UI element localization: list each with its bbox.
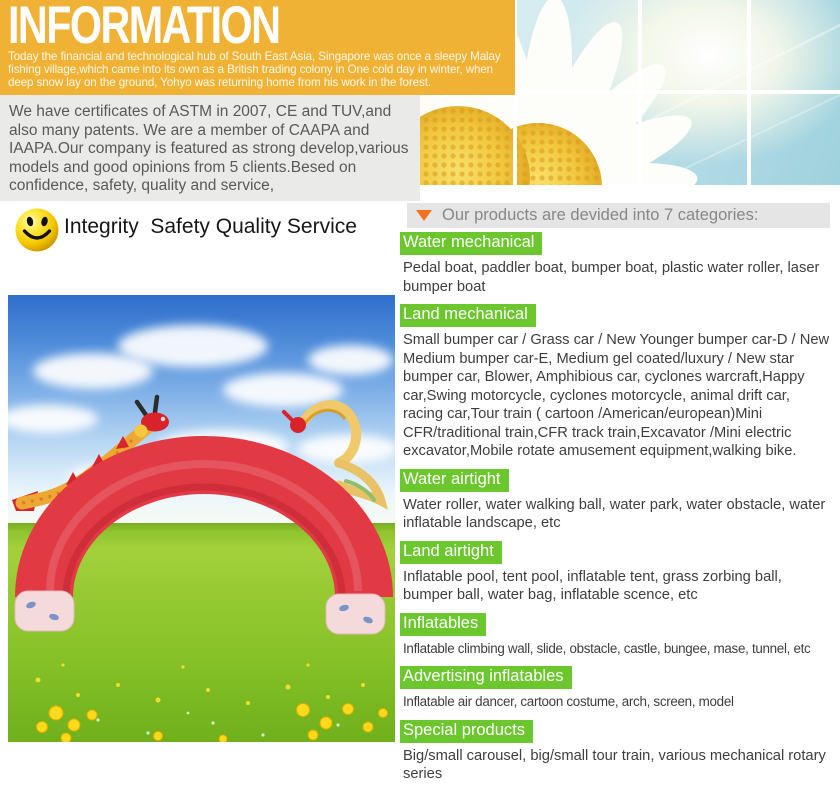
slogan-row (0, 200, 400, 262)
category-items: Inflatable air dancer, cartoon costume, arch, screen, model (403, 694, 734, 709)
header-paragraph: Today the financial and technological hub of South East Asia, Singapore was once a sleepy Malay fishing village,which came into its own as a British trading colony in One cold day in winter, when deep snow lay on the ground, Yohyo was returning home from his work in the forest. (8, 50, 501, 90)
category-advertising-inflatables (400, 666, 832, 712)
inflatable-arch-illustration (8, 295, 395, 742)
category-tag: Special products (400, 720, 533, 743)
slogan-text: Integrity Safety Quality Service (64, 215, 357, 238)
certificates-text: We have certificates of ASTM in 2007, CE and TUV,and also many patents. We are a member of CAAPA and IAAPA.Our company is featured as strong develop,various models and good opinions from 5 clients.Besed on confidence, safety, quality and service, (9, 103, 409, 195)
category-water-airtight (400, 469, 832, 533)
category-tag: Advertising inflatables (400, 666, 572, 689)
category-special-products (400, 720, 832, 784)
info-header (0, 0, 515, 95)
category-tag: Water airtight (400, 469, 509, 492)
arch-product-photo (8, 295, 395, 742)
category-items: Inflatable pool, tent pool, inflatable tent, grass zorbing ball, bumper ball, water bag, inflatable scence, etc (403, 568, 782, 603)
products-panel (400, 200, 832, 792)
triangle-down-icon (416, 210, 432, 221)
smiley-face-icon (13, 205, 61, 253)
category-tag: Land mechanical (400, 304, 536, 327)
category-tag: Water mechanical (400, 232, 542, 255)
category-items: Big/small carousel, big/small tour train, various mechanical rotary series (403, 747, 826, 782)
page-title: INFORMATION (8, 0, 280, 55)
category-items: Inflatable climbing wall, slide, obstacle, castle, bungee, mase, tunnel, etc (403, 640, 811, 656)
arch-foot-right (326, 594, 385, 634)
arch-foot-left (15, 591, 74, 631)
category-inflatables (400, 613, 832, 659)
certificates-box (0, 95, 420, 201)
products-header-text: Our products are devided into 7 categories: (442, 206, 759, 224)
category-tag: Inflatables (400, 613, 486, 636)
category-items: Small bumper car / Grass car / New Younger bumper car-D / New Medium bumper car-E, Medium gel coated/luxury / New star bumper car, Blower, Amphibious car, cyclones warcraft,Happy car,Swing motorcycle, cyclones motorcycle, animal drift car, racing car,Tour train ( cartoon /American/european)Mini CFR/traditional train,CFR track train,Excavator /Mini electric excavator,Mobile rotate amusement equipment,walking bike. (403, 332, 830, 459)
category-items: Water roller, water walking ball, water park, water obstacle, water inflatable landscape, etc (403, 496, 826, 531)
category-water-mechanical (400, 232, 832, 296)
category-land-mechanical (400, 304, 832, 461)
category-items: Pedal boat, paddler boat, bumper boat, plastic water roller, laser bumper boat (403, 260, 820, 295)
category-land-airtight (400, 541, 832, 605)
products-header-bar (407, 203, 830, 228)
category-tag: Land airtight (400, 541, 502, 564)
